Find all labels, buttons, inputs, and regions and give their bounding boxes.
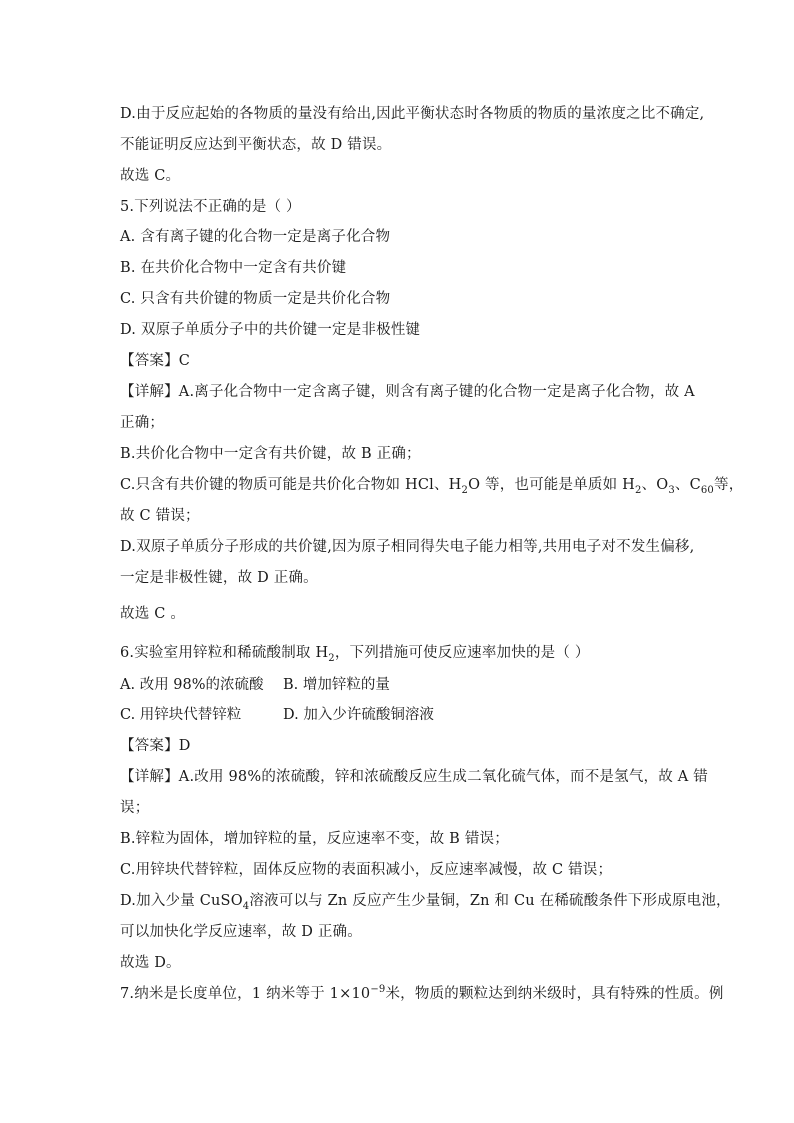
q4-conclusion: 故选 C。 (120, 168, 181, 184)
q6-detail-a-line1: 【详解】A.改用 98%的浓硫酸，锌和浓硫酸反应生成二氧化硫气体，而不是氢气，故 A 错 (120, 769, 708, 785)
q5-stem: 5.下列说法不正确的是（ ） (120, 199, 301, 215)
q6-detail-d-line1: D.加入少量 CuSO$_4$溶液可以与 Zn 反应产生少量铜，Zn 和 Cu 在稀硫酸条件下形成原电池， (120, 893, 731, 912)
q6-detail-b: B.锌粒为固体，增加锌粒的量，反应速率不变，故 B 错误； (120, 831, 509, 847)
q6-option-a: A. 改用 98%的浓硫酸 (120, 677, 264, 693)
q5-answer: 【答案】C (120, 353, 191, 369)
q6-answer: 【答案】D (120, 738, 191, 754)
q5-option-c: C. 只含有共价键的物质一定是共价化合物 (120, 291, 391, 307)
q6-option-b: B. 增加锌粒的量 (283, 677, 390, 693)
q5-detail-c-line1: C.只含有共价键的物质可能是共价化合物如 HCl、$H_2O$ 等，也可能是单质如 $H_2$、$O_3$、$C_{60}$等， (120, 477, 744, 496)
q6-stem: 6.实验室用锌粒和稀硫酸制取 $H_2$，下列措施可使反应速率加快的是（ ） (120, 645, 590, 664)
q5-detail-d-line2: 一定是非极性键，故 D 正确。 (120, 570, 318, 586)
q4-option-d-explanation-line2: 不能证明反应达到平衡状态，故 D 错误。 (120, 137, 392, 153)
q6-detail-a-line2: 误； (120, 800, 150, 816)
q4-option-d-explanation-line1: D.由于反应起始的各物质的量没有给出,因此平衡状态时各物质的物质的量浓度之比不确定, (120, 106, 705, 122)
q6-option-c: C. 用锌块代替锌粒 (120, 707, 242, 723)
q5-detail-c-line2: 故 C 错误； (120, 508, 200, 524)
q6-conclusion: 故选 D。 (120, 955, 181, 971)
q5-option-b: B. 在共价化合物中一定含有共价键 (120, 260, 347, 276)
q5-option-a: A. 含有离子键的化合物一定是离子化合物 (120, 229, 391, 245)
q6-detail-c: C.用锌块代替锌粒，固体反应物的表面积减小，反应速率减慢，故 C 错误； (120, 862, 613, 878)
q5-detail-b: B.共价化合物中一定含有共价键，故 B 正确； (120, 446, 421, 462)
q5-detail-a-line2: 正确； (120, 415, 165, 431)
q5-option-d: D. 双原子单质分子中的共价键一定是非极性键 (120, 322, 421, 338)
q5-detail-d-line1: D.双原子单质分子形成的共价键,因为原子相同得失电子能力相等,共用电子对不发生偏移, (120, 539, 695, 555)
q5-conclusion: 故选 C 。 (120, 606, 186, 622)
q7-stem: 7.纳米是长度单位，1 纳米等于 $1\times 10^{-9}$米，物质的颗粒达到纳米级时，具有特殊的性质。例 (120, 984, 724, 1002)
q5-detail-a-line1: 【详解】A.离子化合物中一定含离子键，则含有离子键的化合物一定是离子化合物，故 A (120, 384, 695, 400)
q6-detail-d-line2: 可以加快化学反应速率，故 D 正确。 (120, 924, 362, 940)
q6-option-d: D. 加入少许硫酸铜溶液 (283, 707, 434, 723)
